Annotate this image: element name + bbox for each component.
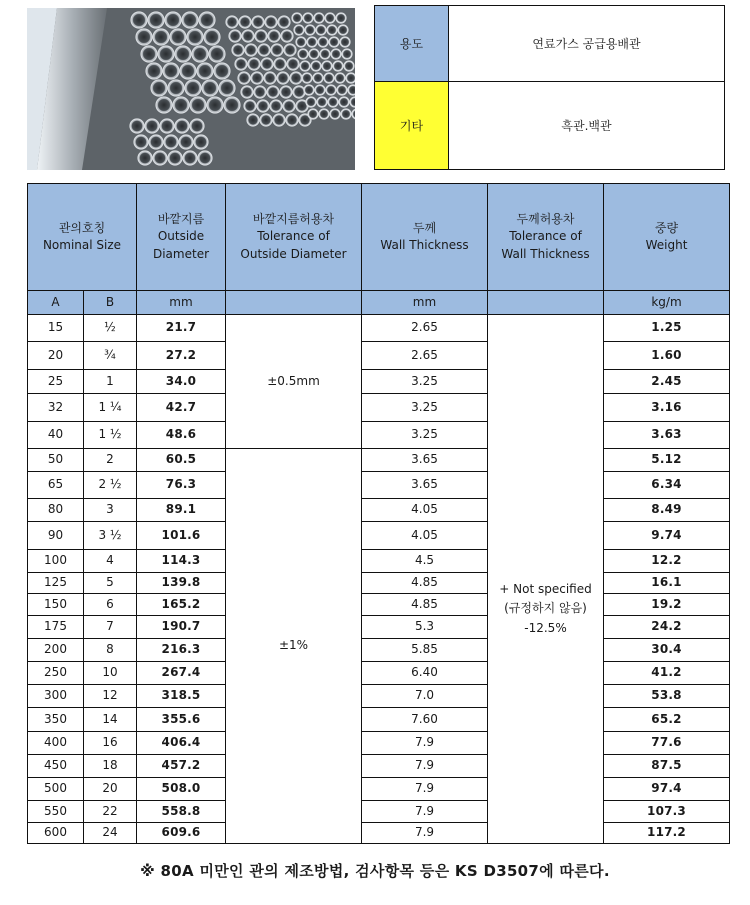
usage-label: 용도 <box>375 6 449 82</box>
weight: 24.2 <box>604 616 730 639</box>
nominal-size-a: 150 <box>28 594 84 616</box>
table-row <box>28 522 730 550</box>
table-row <box>28 394 730 422</box>
wall-thickness: 4.05 <box>362 522 488 550</box>
wall-thickness: 7.9 <box>362 823 488 844</box>
nominal-size-a: 65 <box>28 472 84 499</box>
unit-wt: mm <box>362 291 488 315</box>
nominal-size-a: 125 <box>28 573 84 594</box>
table-row <box>28 573 730 594</box>
header-weight: 중량 Weight <box>604 184 730 291</box>
info-row-other <box>375 82 725 170</box>
table-row <box>28 499 730 522</box>
table-row <box>28 823 730 844</box>
weight: 6.34 <box>604 472 730 499</box>
nominal-size-a: 600 <box>28 823 84 844</box>
nominal-size-a: 300 <box>28 685 84 708</box>
nominal-size-b: 3 ½ <box>84 522 137 550</box>
nominal-size-a: 100 <box>28 550 84 573</box>
outside-diameter: 508.0 <box>137 778 226 801</box>
nominal-size-a: 350 <box>28 708 84 732</box>
nominal-size-b: 7 <box>84 616 137 639</box>
table-row <box>28 370 730 394</box>
wall-thickness: 5.85 <box>362 639 488 662</box>
nominal-size-a: 25 <box>28 370 84 394</box>
outside-diameter: 165.2 <box>137 594 226 616</box>
table-row <box>28 755 730 778</box>
outside-diameter: 139.8 <box>137 573 226 594</box>
unit-a: A <box>28 291 84 315</box>
weight: 65.2 <box>604 708 730 732</box>
nominal-size-b: 8 <box>84 639 137 662</box>
nominal-size-b: ¾ <box>84 342 137 370</box>
wall-thickness: 2.65 <box>362 315 488 342</box>
header-row <box>28 184 730 291</box>
header-od-tolerance: 바깥지름허용차 Tolerance of Outside Diameter <box>226 184 362 291</box>
outside-diameter: 406.4 <box>137 732 226 755</box>
unit-od: mm <box>137 291 226 315</box>
table-row <box>28 594 730 616</box>
units-row <box>28 291 730 315</box>
header-outside-diameter: 바깥지름 Outside Diameter <box>137 184 226 291</box>
nominal-size-b: 12 <box>84 685 137 708</box>
wall-thickness: 7.9 <box>362 755 488 778</box>
outside-diameter: 89.1 <box>137 499 226 522</box>
table-row <box>28 315 730 342</box>
od-tolerance: ±1% <box>226 449 362 844</box>
weight: 41.2 <box>604 662 730 685</box>
table-row <box>28 778 730 801</box>
wall-thickness: 7.9 <box>362 732 488 755</box>
other-value: 흑관.백관 <box>449 82 725 170</box>
table-row <box>28 449 730 472</box>
nominal-size-b: 16 <box>84 732 137 755</box>
weight: 8.49 <box>604 499 730 522</box>
nominal-size-a: 450 <box>28 755 84 778</box>
weight: 3.63 <box>604 422 730 449</box>
weight: 97.4 <box>604 778 730 801</box>
pipe-spec-table <box>27 183 730 844</box>
table-row <box>28 801 730 823</box>
nominal-size-b: 2 ½ <box>84 472 137 499</box>
table-row <box>28 342 730 370</box>
nominal-size-b: 10 <box>84 662 137 685</box>
nominal-size-a: 20 <box>28 342 84 370</box>
nominal-size-b: 1 <box>84 370 137 394</box>
unit-weight: kg/m <box>604 291 730 315</box>
wall-thickness: 7.9 <box>362 778 488 801</box>
weight: 53.8 <box>604 685 730 708</box>
nominal-size-b: 18 <box>84 755 137 778</box>
weight: 117.2 <box>604 823 730 844</box>
wall-thickness: 3.25 <box>362 394 488 422</box>
header-wall-thickness: 두께 Wall Thickness <box>362 184 488 291</box>
unit-wt-tolerance <box>488 291 604 315</box>
wall-thickness: 7.60 <box>362 708 488 732</box>
steel-pipes-image <box>27 8 355 170</box>
outside-diameter: 21.7 <box>137 315 226 342</box>
nominal-size-a: 550 <box>28 801 84 823</box>
weight: 12.2 <box>604 550 730 573</box>
outside-diameter: 355.6 <box>137 708 226 732</box>
weight: 3.16 <box>604 394 730 422</box>
outside-diameter: 114.3 <box>137 550 226 573</box>
other-label: 기타 <box>375 82 449 170</box>
wall-thickness: 4.5 <box>362 550 488 573</box>
od-tolerance: ±0.5mm <box>226 315 362 449</box>
weight: 1.60 <box>604 342 730 370</box>
header-nominal-size: 관의호칭 Nominal Size <box>28 184 137 291</box>
nominal-size-a: 500 <box>28 778 84 801</box>
nominal-size-a: 200 <box>28 639 84 662</box>
weight: 30.4 <box>604 639 730 662</box>
nominal-size-b: 4 <box>84 550 137 573</box>
weight: 5.12 <box>604 449 730 472</box>
nominal-size-b: 5 <box>84 573 137 594</box>
nominal-size-b: 1 ½ <box>84 422 137 449</box>
outside-diameter: 34.0 <box>137 370 226 394</box>
outside-diameter: 267.4 <box>137 662 226 685</box>
outside-diameter: 558.8 <box>137 801 226 823</box>
nominal-size-a: 250 <box>28 662 84 685</box>
table-row <box>28 616 730 639</box>
usage-value: 연료가스 공급용배관 <box>449 6 725 82</box>
outside-diameter: 318.5 <box>137 685 226 708</box>
outside-diameter: 609.6 <box>137 823 226 844</box>
nominal-size-b: 6 <box>84 594 137 616</box>
outside-diameter: 48.6 <box>137 422 226 449</box>
wall-thickness: 3.25 <box>362 422 488 449</box>
wall-thickness: 2.65 <box>362 342 488 370</box>
footnote: ※ 80A 미만인 관의 제조방법, 검사항목 등은 KS D3507에 따른다. <box>140 862 610 880</box>
nominal-size-a: 32 <box>28 394 84 422</box>
nominal-size-b: 22 <box>84 801 137 823</box>
wall-thickness: 7.9 <box>362 801 488 823</box>
nominal-size-b: ½ <box>84 315 137 342</box>
nominal-size-b: 2 <box>84 449 137 472</box>
table-row <box>28 639 730 662</box>
weight: 107.3 <box>604 801 730 823</box>
wall-thickness: 4.85 <box>362 573 488 594</box>
info-table <box>374 5 725 170</box>
table-row <box>28 422 730 449</box>
wall-thickness: 3.65 <box>362 472 488 499</box>
wall-thickness: 7.0 <box>362 685 488 708</box>
wt-tolerance-line1: + Not specified <box>499 582 592 597</box>
weight: 19.2 <box>604 594 730 616</box>
weight: 77.6 <box>604 732 730 755</box>
nominal-size-b: 20 <box>84 778 137 801</box>
outside-diameter: 190.7 <box>137 616 226 639</box>
table-row <box>28 550 730 573</box>
weight: 2.45 <box>604 370 730 394</box>
outside-diameter: 101.6 <box>137 522 226 550</box>
nominal-size-a: 400 <box>28 732 84 755</box>
outside-diameter: 457.2 <box>137 755 226 778</box>
weight: 9.74 <box>604 522 730 550</box>
info-row-usage <box>375 6 725 82</box>
nominal-size-b: 14 <box>84 708 137 732</box>
wt-tolerance <box>488 315 604 844</box>
nominal-size-b: 3 <box>84 499 137 522</box>
table-row <box>28 708 730 732</box>
unit-b: B <box>84 291 137 315</box>
wall-thickness: 3.65 <box>362 449 488 472</box>
table-row <box>28 685 730 708</box>
outside-diameter: 76.3 <box>137 472 226 499</box>
product-photo <box>27 8 355 170</box>
table-row <box>28 732 730 755</box>
outside-diameter: 27.2 <box>137 342 226 370</box>
nominal-size-a: 15 <box>28 315 84 342</box>
weight: 87.5 <box>604 755 730 778</box>
header-wt-tolerance: 두께허용차 Tolerance of Wall Thickness <box>488 184 604 291</box>
wall-thickness: 3.25 <box>362 370 488 394</box>
wt-tolerance-line3: -12.5% <box>524 620 567 635</box>
wall-thickness: 4.05 <box>362 499 488 522</box>
nominal-size-b: 24 <box>84 823 137 844</box>
outside-diameter: 42.7 <box>137 394 226 422</box>
outside-diameter: 60.5 <box>137 449 226 472</box>
wall-thickness: 6.40 <box>362 662 488 685</box>
spec-body <box>28 315 730 844</box>
weight: 16.1 <box>604 573 730 594</box>
wt-tolerance-line2: (규정하지 않음) <box>504 601 587 616</box>
outside-diameter: 216.3 <box>137 639 226 662</box>
table-row <box>28 472 730 499</box>
nominal-size-b: 1 ¼ <box>84 394 137 422</box>
unit-od-tolerance <box>226 291 362 315</box>
weight: 1.25 <box>604 315 730 342</box>
nominal-size-a: 175 <box>28 616 84 639</box>
nominal-size-a: 80 <box>28 499 84 522</box>
nominal-size-a: 50 <box>28 449 84 472</box>
nominal-size-a: 40 <box>28 422 84 449</box>
wall-thickness: 5.3 <box>362 616 488 639</box>
nominal-size-a: 90 <box>28 522 84 550</box>
table-row <box>28 662 730 685</box>
wall-thickness: 4.85 <box>362 594 488 616</box>
